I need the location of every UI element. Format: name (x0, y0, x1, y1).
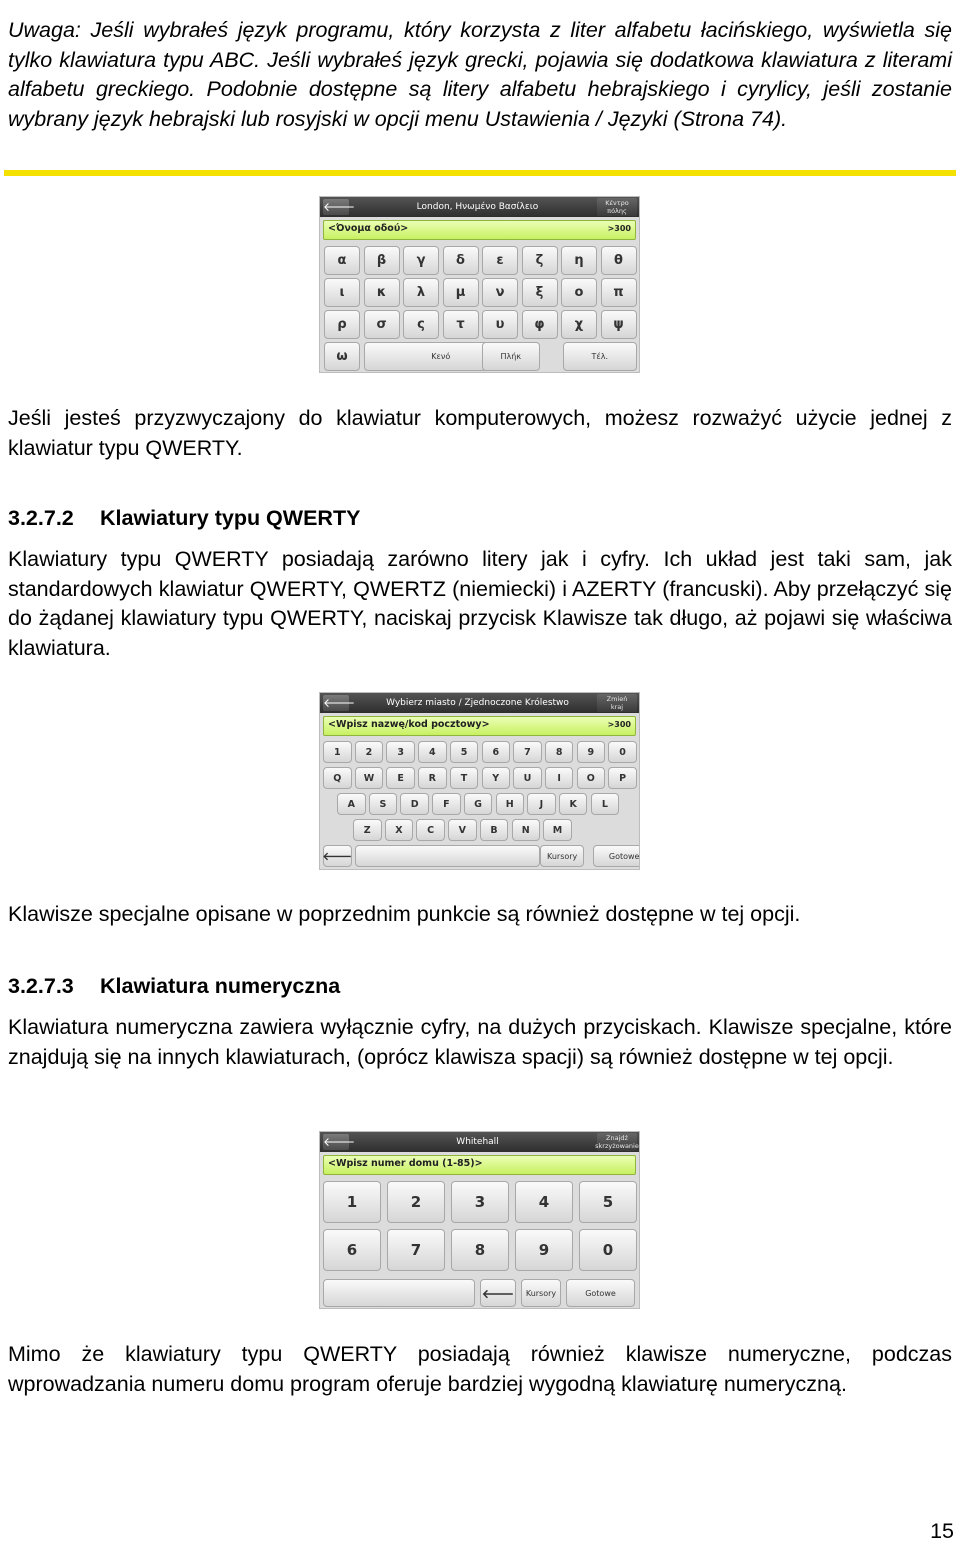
section-number: 3.2.7.3 (8, 974, 74, 998)
back-arrow-icon[interactable]: 🡐 (323, 696, 356, 710)
key-2[interactable]: 2 (355, 741, 384, 763)
section-title: Klawiatury typu QWERTY (100, 506, 361, 530)
key-P[interactable]: P (608, 767, 637, 789)
key-θ[interactable]: θ (601, 246, 637, 275)
key-8[interactable]: 8 (545, 741, 574, 763)
key-φ[interactable]: φ (522, 310, 558, 339)
key-D[interactable]: D (400, 793, 429, 815)
key-0[interactable]: 0 (608, 741, 637, 763)
key-6[interactable]: 6 (323, 1229, 381, 1271)
key-3[interactable]: 3 (386, 741, 415, 763)
key-2[interactable]: 2 (387, 1181, 445, 1223)
input-placeholder: <Wpisz nazwę/kod pocztowy> (328, 719, 490, 730)
location-title: London, Ηνωμένο Βασίλειο (416, 202, 539, 212)
key-ν[interactable]: ν (482, 278, 518, 307)
key-O[interactable]: O (577, 767, 606, 789)
key-M[interactable]: M (543, 819, 572, 841)
key-N[interactable]: N (512, 819, 541, 841)
key-7[interactable]: 7 (513, 741, 542, 763)
key-A[interactable]: A (337, 793, 366, 815)
key-η[interactable]: η (561, 246, 597, 275)
key-R[interactable]: R (418, 767, 447, 789)
key-C[interactable]: C (416, 819, 445, 841)
key-E[interactable]: E (386, 767, 415, 789)
keyboard-switch-key[interactable]: Πλήκ (482, 342, 540, 371)
key-V[interactable]: V (448, 819, 477, 841)
key-Q[interactable]: Q (323, 767, 352, 789)
street-title: Whitehall (456, 1137, 499, 1147)
space-key[interactable] (355, 845, 540, 867)
numeric-description-paragraph: Klawiatura numeryczna zawiera wyłącznie cyfry, na dużych przyciskach. Klawisze specjalne, które znajdują się na innych klawiaturach, (oprócz klawisza spacji) są również dostępne w tej opcji. (8, 1015, 952, 1069)
numeric-keys (320, 1175, 639, 1309)
space-key[interactable] (323, 1279, 475, 1307)
section-heading-qwerty (8, 504, 360, 532)
key-π[interactable]: π (601, 278, 637, 307)
key-σ[interactable]: σ (364, 310, 400, 339)
change-country-button[interactable]: Zmień kraj (597, 694, 637, 712)
city-name-input[interactable] (323, 716, 636, 736)
key-W[interactable]: W (355, 767, 384, 789)
space-key[interactable]: Κενό (364, 342, 519, 371)
key-ο[interactable]: ο (561, 278, 597, 307)
section-number: 3.2.7.2 (8, 506, 74, 530)
section-title: Klawiatura numeryczna (100, 974, 341, 998)
done-key[interactable]: Gotowe (566, 1279, 635, 1307)
done-key[interactable]: Gotowe (593, 845, 640, 867)
key-μ[interactable]: μ (443, 278, 479, 307)
key-F[interactable]: F (432, 793, 461, 815)
note-paragraph: Uwaga: Jeśli wybrałeś język programu, który korzysta z liter alfabetu łacińskiego, wyświetla się tylko klawiatura typu ABC. Jeśli wybrałeś język grecki, pojawia się dodatkowa klawiatura z literami alfabetu greckiego. Podobnie dostępne są litery alfabetu hebrajskiego i cyrylicy, jeśli zostanie wybrany język hebrajski lub rosyjski w opcji menu Ustawienia / Języki (Strona 74). (8, 18, 952, 131)
key-5[interactable]: 5 (579, 1181, 637, 1223)
key-1[interactable]: 1 (323, 1181, 381, 1223)
qwerty-description-paragraph: Klawiatury typu QWERTY posiadają zarówno litery jak i cyfry. Ich układ jest taki sam, jak standardowych klawiatur QWERTY, QWERTZ (niemiecki) i AZERTY (francuski). Aby przełączyć się do żądanej klawiatury typu QWERTY, naciskaj przycisk Klawisze tak długo, aż pojawi się właściwa klawiatura. (8, 547, 952, 660)
key-4[interactable]: 4 (515, 1181, 573, 1223)
greek-keys (320, 240, 639, 373)
house-number-input[interactable] (323, 1155, 636, 1175)
back-arrow-icon[interactable]: 🡐 (323, 1135, 356, 1149)
key-υ[interactable]: υ (482, 310, 518, 339)
section-heading-numeric (8, 972, 340, 1000)
key-I[interactable]: I (545, 767, 574, 789)
key-ι[interactable]: ι (324, 278, 360, 307)
key-χ[interactable]: χ (561, 310, 597, 339)
key-3[interactable]: 3 (451, 1181, 509, 1223)
key-ξ[interactable]: ξ (522, 278, 558, 307)
key-Z[interactable]: Z (353, 819, 382, 841)
input-placeholder: <Όνομα οδού> (328, 223, 409, 234)
key-6[interactable]: 6 (482, 741, 511, 763)
key-α[interactable]: α (324, 246, 360, 275)
key-7[interactable]: 7 (387, 1229, 445, 1271)
result-count: >300 (607, 224, 631, 233)
greek-keyboard-screenshot (319, 196, 640, 373)
key-β[interactable]: β (364, 246, 400, 275)
key-1[interactable]: 1 (323, 741, 352, 763)
key-T[interactable]: T (450, 767, 479, 789)
key-λ[interactable]: λ (403, 278, 439, 307)
key-5[interactable]: 5 (450, 741, 479, 763)
key-9[interactable]: 9 (577, 741, 606, 763)
find-intersection-button[interactable]: Znajdź skrzyżowanie (595, 1134, 639, 1150)
qwerty-keyboard-screenshot (319, 692, 640, 870)
key-ς[interactable]: ς (403, 310, 439, 339)
key-U[interactable]: U (513, 767, 542, 789)
key-τ[interactable]: τ (443, 310, 479, 339)
key-δ[interactable]: δ (443, 246, 479, 275)
key-L[interactable]: L (591, 793, 620, 815)
city-center-button[interactable]: Κέντρο πόλης (597, 198, 637, 216)
key-K[interactable]: K (559, 793, 588, 815)
done-key[interactable]: Τέλ. (563, 342, 637, 371)
key-ψ[interactable]: ψ (601, 310, 637, 339)
key-ε[interactable]: ε (482, 246, 518, 275)
key-κ[interactable]: κ (364, 278, 400, 307)
key-S[interactable]: S (369, 793, 398, 815)
key-omega[interactable]: ω (324, 342, 360, 371)
title-bar (320, 693, 639, 713)
key-B[interactable]: B (480, 819, 509, 841)
cursors-key[interactable]: Kursory (521, 1279, 561, 1307)
numeric-keyboard-screenshot (319, 1131, 640, 1309)
title-bar (320, 197, 639, 217)
key-ρ[interactable]: ρ (324, 310, 360, 339)
screen-title: Wybierz miasto / Zjednoczone Królestwo (386, 698, 569, 708)
backspace-key[interactable]: 🡐 (480, 1279, 516, 1307)
input-placeholder: <Wpisz numer domu (1-85)> (328, 1158, 483, 1169)
key-ζ[interactable]: ζ (522, 246, 558, 275)
qwerty-keys (320, 736, 639, 870)
street-name-input[interactable] (323, 220, 636, 240)
closing-paragraph: Mimo że klawiatury typu QWERTY posiadają również klawisze numeryczne, podczas wprowadzania numeru domu program oferuje bardziej wygodną klawiaturę numeryczną. (8, 1342, 952, 1396)
key-9[interactable]: 9 (515, 1229, 573, 1271)
cursors-key[interactable]: Kursory (540, 845, 585, 867)
back-arrow-icon[interactable]: 🡐 (323, 200, 356, 214)
yellow-divider (4, 170, 956, 176)
key-G[interactable]: G (464, 793, 493, 815)
key-H[interactable]: H (496, 793, 525, 815)
key-0[interactable]: 0 (579, 1229, 637, 1271)
special-keys-paragraph: Klawisze specjalne opisane w poprzednim punkcie są również dostępne w tej opcji. (8, 902, 801, 926)
page-number: 15 (930, 1519, 954, 1543)
key-Y[interactable]: Y (482, 767, 511, 789)
backspace-key[interactable]: 🡐 (323, 845, 352, 867)
qwerty-intro-paragraph: Jeśli jesteś przyzwyczajony do klawiatur komputerowych, możesz rozważyć użycie jednej z klawiatur typu QWERTY. (8, 406, 952, 460)
key-J[interactable]: J (527, 793, 556, 815)
title-bar (320, 1132, 639, 1152)
key-8[interactable]: 8 (451, 1229, 509, 1271)
key-γ[interactable]: γ (403, 246, 439, 275)
key-X[interactable]: X (385, 819, 414, 841)
result-count: >300 (607, 720, 631, 729)
key-4[interactable]: 4 (418, 741, 447, 763)
